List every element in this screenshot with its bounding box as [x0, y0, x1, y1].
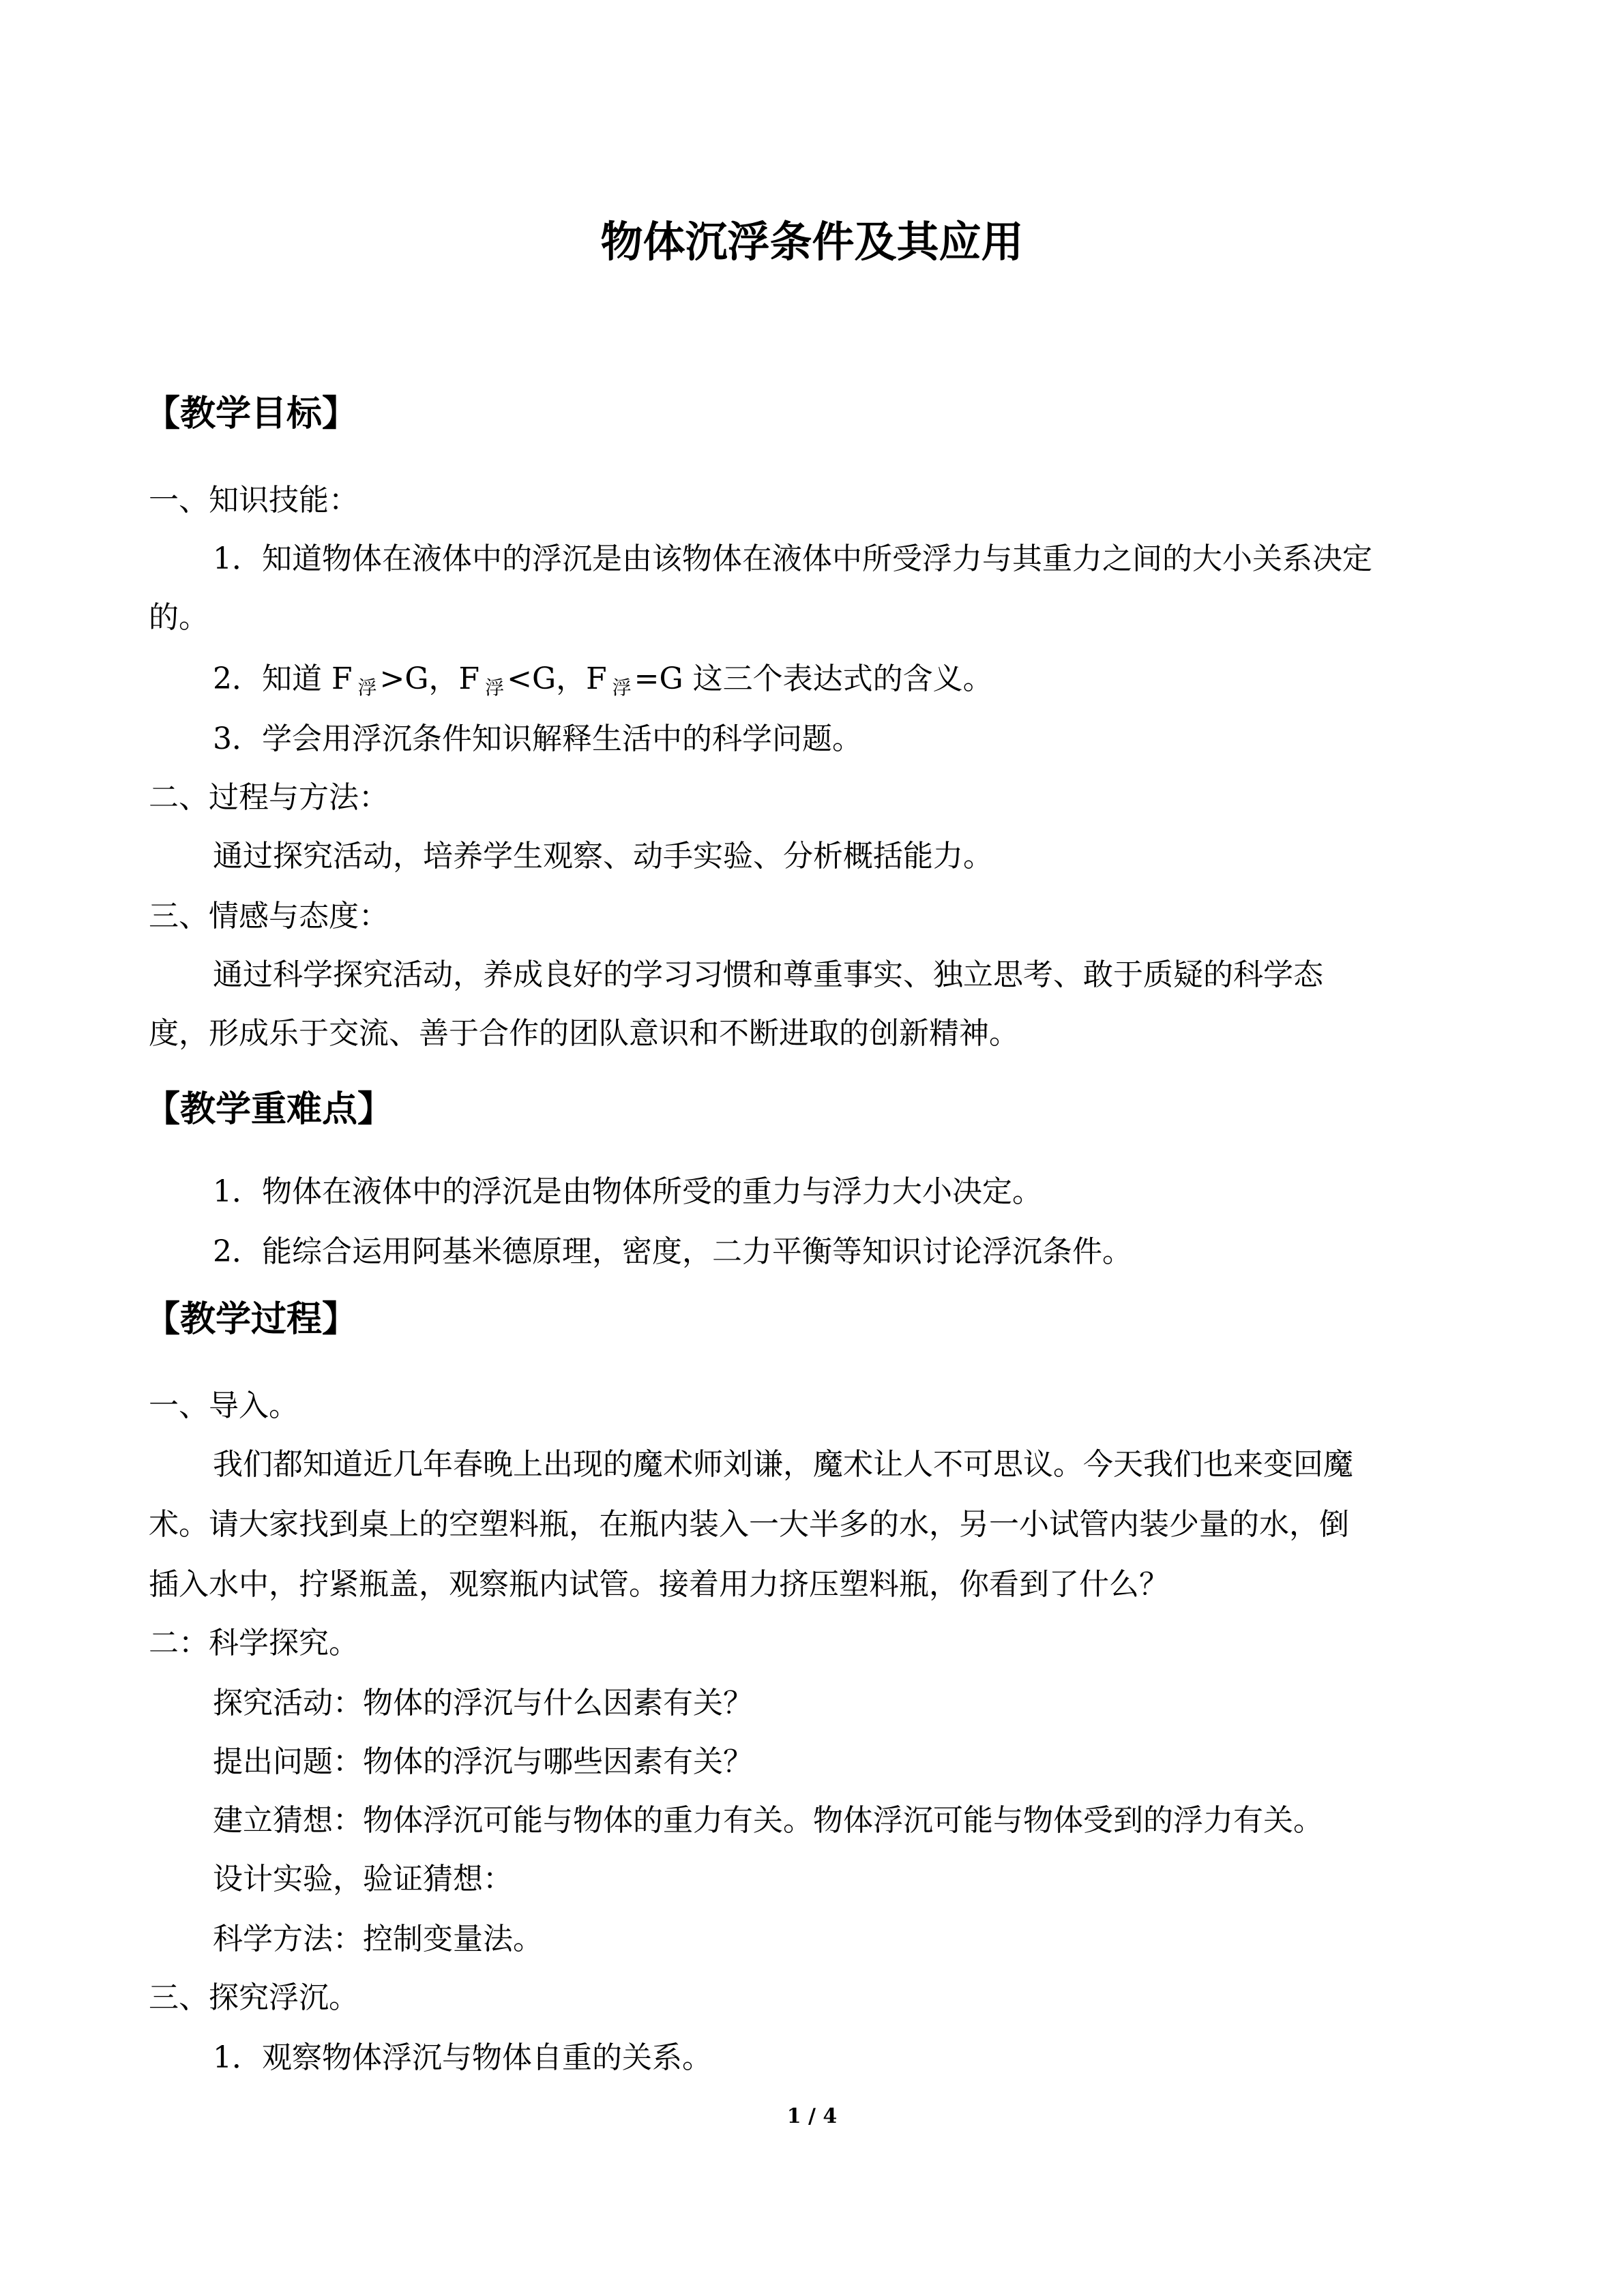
intro-line-2: 术。请大家找到桌上的空塑料瓶，在瓶内装入一大半多的水，另一小试管内装少量的水，倒 [149, 1507, 1349, 1542]
knowledge-item-3: 3．学会用浮沉条件知识解释生活中的科学问题。 [213, 721, 862, 756]
process-method-text: 通过探究活动，培养学生观察、动手实验、分析概括能力。 [213, 839, 993, 874]
page-number: 1 / 4 [786, 2104, 838, 2128]
knowledge-item-2 [213, 659, 993, 709]
knowledge-item-2-mid-2: <G，F [507, 661, 607, 696]
float-heading: 三、探究浮沉。 [149, 1980, 359, 2015]
knowledge-item-1-line-1: 1．知道物体在液体中的浮沉是由该物体在液体中所受浮力与其重力之间的大小关系决定 [213, 541, 1372, 576]
buoyancy-subscript: 浮 [357, 676, 377, 699]
explore-hypothesis: 建立猜想：物体浮沉可能与物体的重力有关。物体浮沉可能与物体受到的浮力有关。 [213, 1803, 1323, 1838]
key-point-1: 1．物体在液体中的浮沉是由物体所受的重力与浮力大小决定。 [213, 1174, 1042, 1209]
explore-question: 提出问题：物体的浮沉与哪些因素有关？ [213, 1744, 753, 1779]
knowledge-heading: 一、知识技能： [149, 483, 359, 518]
explore-activity: 探究活动：物体的浮沉与什么因素有关？ [213, 1686, 753, 1720]
explore-method: 科学方法：控制变量法。 [213, 1922, 543, 1956]
attitude-heading: 三、情感与态度： [149, 899, 389, 934]
knowledge-item-2-suffix: =G 这三个表达式的含义。 [634, 661, 993, 696]
intro-line-3: 插入水中，拧紧瓶盖，观察瓶内试管。接着用力挤压塑料瓶，你看到了什么？ [149, 1567, 1169, 1602]
explore-design: 设计实验，验证猜想： [213, 1862, 513, 1896]
intro-line-1: 我们都知道近几年春晚上出现的魔术师刘谦，魔术让人不可思议。今天我们也来变回魔 [213, 1447, 1353, 1482]
section-heading-objectives: 【教学目标】 [145, 393, 358, 434]
section-heading-process: 【教学过程】 [145, 1298, 358, 1340]
attitude-text-line-1: 通过科学探究活动，养成良好的学习习惯和尊重事实、独立思考、敢于质疑的科学态 [213, 957, 1323, 992]
key-point-2: 2．能综合运用阿基米德原理，密度，二力平衡等知识讨论浮沉条件。 [213, 1234, 1132, 1269]
process-method-heading: 二、过程与方法： [149, 780, 389, 815]
buoyancy-subscript: 浮 [485, 676, 505, 699]
float-item-1: 1．观察物体浮沉与物体自重的关系。 [213, 2040, 712, 2075]
document-title: 物体沉浮条件及其应用 [600, 217, 1024, 267]
knowledge-item-1-line-2: 的。 [149, 600, 209, 635]
knowledge-item-2-mid-1: >G，F [379, 661, 480, 696]
intro-heading: 一、导入。 [149, 1388, 299, 1423]
explore-heading: 二：科学探究。 [149, 1626, 359, 1660]
buoyancy-subscript: 浮 [612, 676, 632, 699]
attitude-text-line-2: 度，形成乐于交流、善于合作的团队意识和不断进取的创新精神。 [149, 1016, 1019, 1051]
section-heading-key-points: 【教学重难点】 [145, 1088, 394, 1130]
knowledge-item-2-prefix: 2．知道 F [213, 661, 353, 696]
